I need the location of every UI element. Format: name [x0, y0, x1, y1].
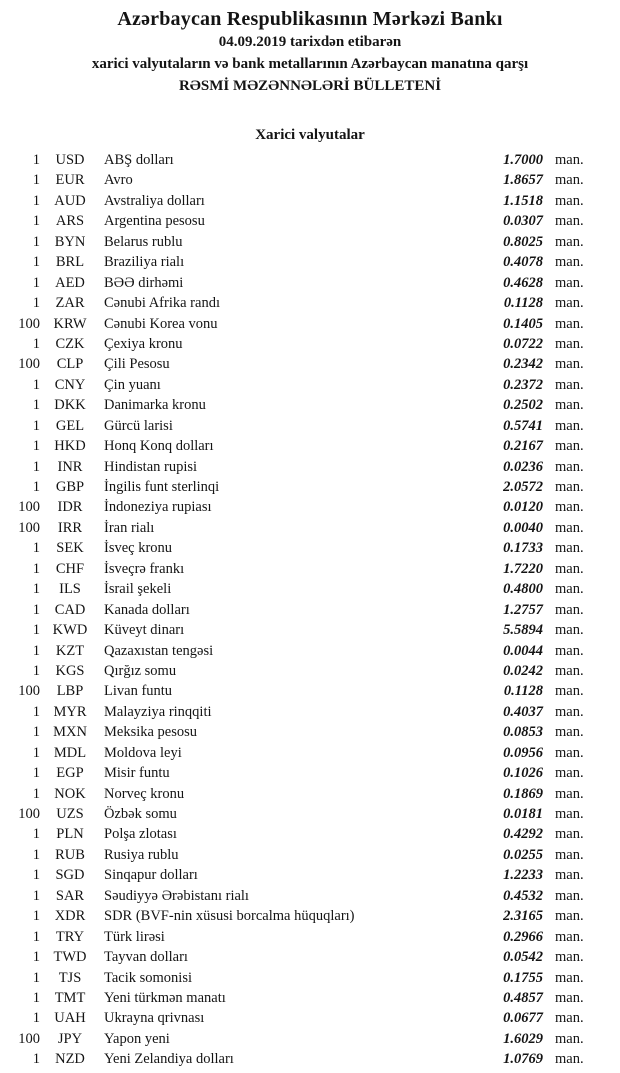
quantity-cell: 1	[32, 703, 40, 720]
rate-value-cell: 0.0956	[503, 744, 543, 761]
rate-value-cell: 0.2966	[503, 928, 543, 945]
currency-code-cell: RUB	[55, 846, 85, 863]
quantity-cell: 1	[32, 295, 40, 312]
currency-name-cell: Meksika pesosu	[104, 724, 198, 741]
unit-cell: man.	[555, 1030, 584, 1047]
quantity-cell: 1	[32, 397, 40, 414]
quantity-cell: 100	[18, 1030, 40, 1047]
rate-value-cell: 0.0542	[503, 949, 543, 966]
rate-value-cell: 0.4292	[503, 826, 543, 843]
quantity-cell: 1	[32, 438, 40, 455]
unit-cell: man.	[555, 397, 584, 414]
currency-code-cell: TJS	[58, 969, 82, 986]
quantity-cell: 1	[32, 479, 40, 495]
section-title-foreign-currencies: Xarici valyutalar	[255, 127, 365, 143]
quantity-cell: 1	[32, 1051, 40, 1068]
unit-cell: man.	[555, 683, 584, 700]
currency-code-cell: PLN	[56, 826, 84, 843]
currency-name-cell: ABŞ dolları	[104, 152, 174, 168]
rate-value-cell: 0.2502	[503, 397, 543, 414]
rate-value-cell: 0.0853	[503, 724, 543, 741]
currency-name-cell: Qırğız somu	[104, 662, 177, 679]
rate-value-cell: 0.1128	[503, 295, 543, 312]
rate-value-cell: 0.0040	[503, 519, 543, 536]
table-row	[0, 354, 620, 374]
table-row	[0, 702, 620, 722]
quantity-cell: 100	[18, 683, 40, 700]
table-row	[0, 395, 620, 415]
currency-code-cell: NZD	[55, 1051, 85, 1068]
table-row	[0, 579, 620, 599]
currency-code-cell: DKK	[54, 397, 86, 414]
currency-name-cell: Cənubi Afrika randı	[104, 295, 220, 312]
unit-cell: man.	[555, 417, 584, 434]
quantity-cell: 1	[32, 233, 40, 250]
quantity-cell: 1	[32, 765, 40, 782]
table-row	[0, 988, 620, 1008]
currency-name-cell: İsrail şekeli	[104, 581, 172, 598]
currency-name-cell: İndoneziya rupiası	[104, 499, 212, 516]
unit-cell: man.	[555, 233, 584, 250]
unit-cell: man.	[555, 499, 584, 516]
table-row	[0, 375, 620, 395]
table-row	[0, 824, 620, 844]
rate-value-cell: 0.1755	[503, 969, 543, 986]
currency-name-cell: Tayvan dolları	[104, 949, 188, 966]
quantity-cell: 100	[18, 519, 40, 536]
unit-cell: man.	[555, 703, 584, 720]
rate-value-cell: 0.0120	[503, 499, 543, 516]
currency-name-cell: Yeni türkmən manatı	[104, 989, 226, 1006]
rate-value-cell: 1.6029	[503, 1030, 543, 1047]
currency-code-cell: NOK	[54, 785, 86, 802]
quantity-cell: 1	[32, 908, 40, 925]
unit-cell: man.	[555, 785, 584, 802]
currency-name-cell: Braziliya rialı	[104, 254, 185, 271]
unit-cell: man.	[555, 581, 584, 598]
unit-cell: man.	[555, 867, 584, 884]
currency-name-cell: SDR (BVF-nin xüsusi borcalma hüquqları)	[104, 908, 355, 925]
unit-cell: man.	[555, 969, 584, 986]
currency-code-cell: KGS	[55, 662, 85, 679]
rate-value-cell: 2.3165	[503, 908, 543, 925]
unit-cell: man.	[555, 949, 584, 966]
table-row	[0, 1008, 620, 1028]
quantity-cell: 1	[32, 376, 40, 393]
quantity-cell: 1	[32, 826, 40, 843]
unit-cell: man.	[555, 376, 584, 393]
table-row	[0, 1049, 620, 1069]
currency-code-cell: IDR	[57, 499, 83, 516]
rate-value-cell: 0.2167	[503, 438, 543, 455]
currency-code-cell: BRL	[55, 254, 85, 271]
currency-name-cell: Cənubi Korea vonu	[104, 315, 218, 332]
rate-value-cell: 0.2342	[503, 356, 543, 373]
currency-name-cell: Özbək somu	[104, 806, 177, 822]
rate-value-cell: 0.5741	[503, 417, 543, 434]
table-row	[0, 845, 620, 865]
table-row	[0, 722, 620, 742]
currency-code-cell: USD	[55, 152, 85, 168]
rate-value-cell: 0.0236	[503, 458, 543, 475]
table-row	[0, 661, 620, 681]
rate-value-cell: 0.2372	[503, 376, 543, 393]
unit-cell: man.	[555, 806, 584, 822]
unit-cell: man.	[555, 192, 584, 209]
rate-value-cell: 0.0255	[503, 846, 543, 863]
unit-cell: man.	[555, 356, 584, 373]
unit-cell: man.	[555, 826, 584, 843]
quantity-cell: 1	[32, 1010, 40, 1027]
currency-name-cell: Çili Pesosu	[104, 356, 170, 373]
unit-cell: man.	[555, 989, 584, 1006]
currency-code-cell: KRW	[53, 315, 87, 332]
currency-code-cell: SAR	[55, 887, 85, 904]
quantity-cell: 1	[32, 152, 40, 168]
table-row	[0, 518, 620, 538]
currency-code-cell: KZT	[55, 642, 85, 659]
quantity-cell: 1	[32, 601, 40, 618]
currency-name-cell: Kanada dolları	[104, 601, 190, 618]
rate-value-cell: 1.1518	[503, 192, 543, 209]
unit-cell: man.	[555, 1010, 584, 1027]
currency-name-cell: Türk lirəsi	[104, 928, 165, 945]
currency-code-cell: BYN	[54, 233, 86, 250]
unit-cell: man.	[555, 908, 584, 925]
unit-cell: man.	[555, 744, 584, 761]
currency-name-cell: Küveyt dinarı	[104, 622, 185, 639]
rate-value-cell: 0.8025	[503, 233, 543, 250]
unit-cell: man.	[555, 560, 584, 577]
currency-name-cell: Çin yuanı	[104, 376, 161, 393]
quantity-cell: 1	[32, 928, 40, 945]
currency-code-cell: SEK	[56, 540, 84, 557]
table-row	[0, 1029, 620, 1049]
rate-value-cell: 1.2757	[503, 601, 543, 618]
unit-cell: man.	[555, 887, 584, 904]
currency-code-cell: MXN	[53, 724, 87, 741]
quantity-cell: 1	[32, 335, 40, 352]
quantity-cell: 1	[32, 172, 40, 189]
currency-code-cell: CNY	[54, 376, 86, 393]
document-header	[0, 0, 620, 97]
currency-name-cell: Moldova leyi	[104, 744, 182, 761]
quantity-cell: 1	[32, 560, 40, 577]
table-row	[0, 620, 620, 640]
quantity-cell: 1	[32, 458, 40, 475]
currency-code-cell: ILS	[59, 581, 81, 598]
rate-value-cell: 1.8657	[503, 172, 543, 189]
rate-value-cell: 0.0044	[503, 642, 543, 659]
unit-cell: man.	[555, 172, 584, 189]
currency-name-cell: Çexiya kronu	[104, 335, 183, 352]
currency-name-cell: Belarus rublu	[104, 233, 183, 250]
currency-code-cell: CZK	[55, 335, 85, 352]
quantity-cell: 1	[32, 254, 40, 271]
unit-cell: man.	[555, 540, 584, 557]
quantity-cell: 1	[32, 949, 40, 966]
currency-name-cell: İsveç kronu	[104, 540, 173, 557]
quantity-cell: 1	[32, 540, 40, 557]
unit-cell: man.	[555, 315, 584, 332]
quantity-cell: 100	[18, 499, 40, 516]
quantity-cell: 1	[32, 969, 40, 986]
currency-code-cell: ZAR	[55, 295, 85, 312]
quantity-cell: 100	[18, 356, 40, 373]
table-row	[0, 886, 620, 906]
quantity-cell: 1	[32, 642, 40, 659]
rate-value-cell: 0.0677	[503, 1010, 543, 1027]
currency-code-cell: SGD	[55, 867, 85, 884]
unit-cell: man.	[555, 458, 584, 475]
rate-value-cell: 1.7000	[503, 152, 543, 168]
rate-value-cell: 1.7220	[503, 560, 543, 577]
quantity-cell: 1	[32, 417, 40, 434]
quantity-cell: 1	[32, 867, 40, 884]
currency-code-cell: KWD	[52, 622, 88, 639]
currency-code-cell: LBP	[56, 683, 84, 700]
currency-code-cell: HKD	[54, 438, 86, 455]
table-row	[0, 641, 620, 661]
currency-name-cell: Rusiya rublu	[104, 846, 179, 863]
unit-cell: man.	[555, 928, 584, 945]
currency-name-cell: Misir funtu	[104, 765, 170, 782]
currency-name-cell: BƏƏ dirhəmi	[104, 274, 184, 291]
currency-name-cell: Gürcü larisi	[104, 417, 173, 434]
currency-code-cell: GBP	[55, 479, 85, 495]
currency-code-cell: XDR	[54, 908, 86, 925]
table-row	[0, 763, 620, 783]
currency-name-cell: Qazaxıstan tengəsi	[104, 642, 214, 659]
currency-name-cell: Ukrayna qrivnası	[104, 1010, 205, 1027]
quantity-cell: 1	[32, 622, 40, 639]
subject-line: xarici valyutaların və bank metallarının Azərbaycan manatına qarşı	[91, 56, 529, 72]
table-row	[0, 416, 620, 436]
currency-code-cell: MDL	[53, 744, 87, 761]
currency-name-cell: Malayziya rinqqiti	[104, 703, 212, 720]
unit-cell: man.	[555, 846, 584, 863]
currency-code-cell: ARS	[55, 213, 85, 230]
currency-code-cell: EGP	[56, 765, 84, 782]
unit-cell: man.	[555, 254, 584, 271]
quantity-cell: 1	[32, 274, 40, 291]
unit-cell: man.	[555, 479, 584, 495]
rate-value-cell: 0.4037	[503, 703, 543, 720]
table-row	[0, 436, 620, 456]
rate-value-cell: 0.1869	[503, 785, 543, 802]
currency-code-cell: TWD	[53, 949, 87, 966]
currency-name-cell: Honq Konq dolları	[104, 438, 214, 455]
table-row	[0, 150, 620, 170]
table-row	[0, 170, 620, 190]
currency-name-cell: Səudiyyə Ərəbistanı rialı	[104, 887, 249, 904]
rate-value-cell: 1.2233	[503, 867, 543, 884]
rate-value-cell: 0.0242	[503, 662, 543, 679]
table-row	[0, 865, 620, 885]
currency-code-cell: AED	[55, 274, 85, 291]
currency-name-cell: İsveçrə frankı	[104, 560, 185, 577]
table-row	[0, 273, 620, 293]
currency-code-cell: AUD	[54, 192, 86, 209]
table-row	[0, 252, 620, 272]
currency-code-cell: JPY	[57, 1030, 83, 1047]
bulletin-title-line: RƏSMİ MƏZƏNNƏLƏRİ BÜLLETENİ	[178, 78, 442, 94]
currency-name-cell: Tacik somonisi	[104, 969, 192, 986]
quantity-cell: 100	[18, 806, 40, 822]
table-row	[0, 232, 620, 252]
quantity-cell: 1	[32, 581, 40, 598]
currency-name-cell: İran rialı	[104, 519, 155, 536]
currency-name-cell: Norveç kronu	[104, 785, 185, 802]
unit-cell: man.	[555, 724, 584, 741]
currency-code-cell: EUR	[55, 172, 85, 189]
rate-value-cell: 0.0307	[503, 213, 543, 230]
rate-value-cell: 0.4532	[503, 887, 543, 904]
currency-name-cell: Livan funtu	[104, 683, 173, 700]
currency-code-cell: TRY	[55, 928, 85, 945]
unit-cell: man.	[555, 152, 584, 168]
quantity-cell: 1	[32, 213, 40, 230]
rate-value-cell: 0.4857	[503, 989, 543, 1006]
table-row	[0, 538, 620, 558]
rates-table	[0, 150, 620, 1070]
unit-cell: man.	[555, 622, 584, 639]
quantity-cell: 1	[32, 785, 40, 802]
table-row	[0, 906, 620, 926]
quantity-cell: 1	[32, 887, 40, 904]
currency-name-cell: Avro	[104, 172, 133, 189]
currency-name-cell: Danimarka kronu	[104, 397, 206, 414]
rate-value-cell: 0.0722	[503, 335, 543, 352]
currency-name-cell: Yeni Zelandiya dolları	[104, 1051, 234, 1068]
unit-cell: man.	[555, 642, 584, 659]
currency-name-cell: Argentina pesosu	[104, 213, 205, 230]
table-row	[0, 947, 620, 967]
currency-code-cell: CHF	[55, 560, 85, 577]
quantity-cell: 1	[32, 744, 40, 761]
currency-code-cell: UAH	[54, 1010, 86, 1027]
table-row	[0, 457, 620, 477]
table-row	[0, 314, 620, 334]
rate-value-cell: 0.0181	[503, 806, 543, 822]
rate-value-cell: 0.4800	[503, 581, 543, 598]
table-row	[0, 743, 620, 763]
bank-title: Azərbaycan Respublikasının Mərkəzi Bankı	[117, 8, 503, 30]
unit-cell: man.	[555, 519, 584, 536]
effective-date-line: 04.09.2019 tarixdən etibarən	[218, 34, 402, 50]
table-row	[0, 497, 620, 517]
currency-code-cell: UZS	[56, 806, 84, 822]
unit-cell: man.	[555, 601, 584, 618]
currency-name-cell: Yapon yeni	[104, 1030, 170, 1047]
rate-value-cell: 0.1026	[503, 765, 543, 782]
unit-cell: man.	[555, 213, 584, 230]
currency-name-cell: Hindistan rupisi	[104, 458, 198, 475]
table-row	[0, 804, 620, 824]
unit-cell: man.	[555, 295, 584, 312]
quantity-cell: 1	[32, 989, 40, 1006]
rate-value-cell: 5.5894	[503, 622, 543, 639]
currency-code-cell: MYR	[53, 703, 87, 720]
currency-code-cell: IRR	[57, 519, 83, 536]
unit-cell: man.	[555, 335, 584, 352]
unit-cell: man.	[555, 765, 584, 782]
table-row	[0, 559, 620, 579]
table-row	[0, 211, 620, 231]
quantity-cell: 1	[32, 662, 40, 679]
table-row	[0, 293, 620, 313]
quantity-cell: 100	[18, 315, 40, 332]
table-row	[0, 927, 620, 947]
quantity-cell: 1	[32, 192, 40, 209]
unit-cell: man.	[555, 438, 584, 455]
table-row	[0, 334, 620, 354]
table-row	[0, 681, 620, 701]
table-row	[0, 477, 620, 497]
rate-value-cell: 0.4078	[503, 254, 543, 271]
currency-name-cell: İngilis funt sterlinqi	[104, 479, 220, 495]
currency-name-cell: Avstraliya dolları	[104, 192, 205, 209]
table-row	[0, 968, 620, 988]
currency-code-cell: GEL	[55, 417, 85, 434]
unit-cell: man.	[555, 1051, 584, 1068]
table-row	[0, 600, 620, 620]
rate-value-cell: 0.4628	[503, 274, 543, 291]
quantity-cell: 1	[32, 724, 40, 741]
currency-name-cell: Polşa zlotası	[104, 826, 177, 843]
rate-value-cell: 0.1405	[503, 315, 543, 332]
table-row	[0, 191, 620, 211]
currency-code-cell: CLP	[56, 356, 84, 373]
rate-value-cell: 0.1733	[503, 540, 543, 557]
table-row	[0, 784, 620, 804]
rate-value-cell: 1.0769	[503, 1051, 543, 1068]
unit-cell: man.	[555, 274, 584, 291]
rate-value-cell: 0.1128	[503, 683, 543, 700]
rate-value-cell: 2.0572	[503, 479, 543, 495]
currency-name-cell: Sinqapur dolları	[104, 867, 198, 884]
unit-cell: man.	[555, 662, 584, 679]
quantity-cell: 1	[32, 846, 40, 863]
currency-code-cell: CAD	[54, 601, 86, 618]
currency-code-cell: INR	[57, 458, 83, 475]
currency-code-cell: TMT	[54, 989, 86, 1006]
